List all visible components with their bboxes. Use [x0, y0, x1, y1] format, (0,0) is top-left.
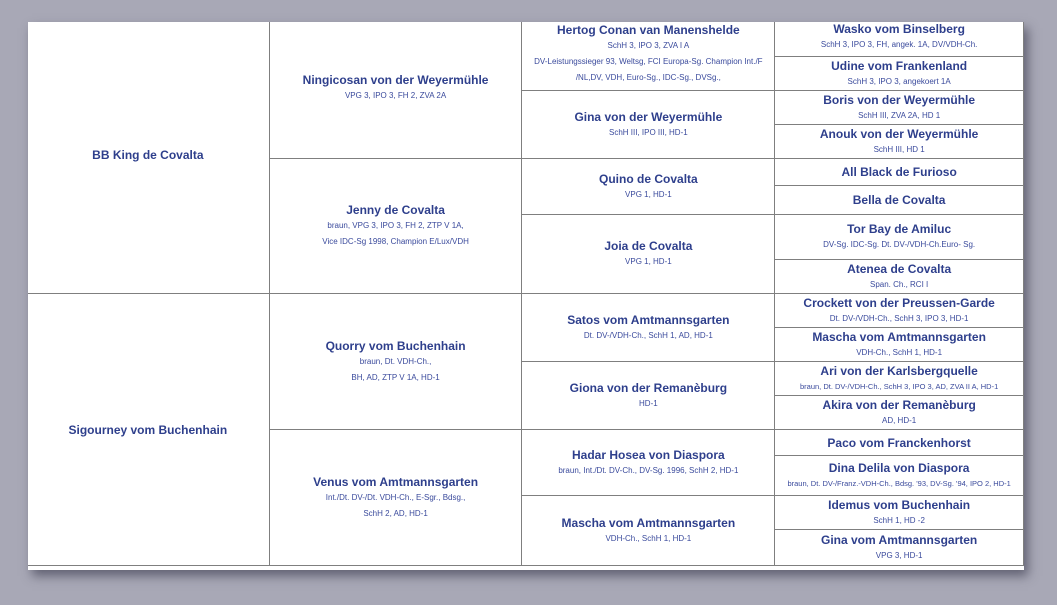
- dog-titles: VPG 3, HD-1: [875, 550, 923, 560]
- dog-name: Giona von der Remanèburg: [569, 380, 728, 395]
- dog-name: Wasko vom Binselberg: [833, 22, 965, 36]
- dog-titles: Dt. DV-/VDH-Ch., SchH 1, AD, HD-1: [583, 330, 713, 340]
- sire[interactable]: [28, 22, 269, 294]
- dog-titles: SchH III, ZVA 2A, HD 1: [858, 110, 941, 120]
- dog-titles: SchH 3, IPO 3, ZVA I A: [607, 40, 690, 50]
- dog-titles: HD-1: [639, 398, 658, 408]
- dog-name: Boris von der Weyermühle: [823, 92, 976, 107]
- dog-titles: BH, AD, ZTP V 1A, HD-1: [351, 372, 440, 382]
- dam-sire[interactable]: [269, 294, 522, 430]
- dog-titles: VDH-Ch., SchH 1, HD-1: [856, 347, 943, 357]
- dam-sire-dam[interactable]: [522, 362, 775, 430]
- dog-titles: braun, Int./Dt. DV-Ch., DV-Sg. 1996, SchH 2, HD-1: [558, 465, 739, 475]
- dog-titles: Vice IDC-Sg 1998, Champion E/Lux/VDH: [322, 237, 469, 246]
- dog-name: Quino de Covalta: [599, 171, 698, 186]
- dog-name: Ari von der Karlsbergquelle: [820, 363, 978, 378]
- dog-titles: SchH III, HD 1: [873, 144, 925, 154]
- dog-name: Tor Bay de Amiluc: [847, 222, 952, 236]
- dog-name: Hadar Hosea von Diaspora: [572, 447, 725, 462]
- dog-name: Gina von der Weyermühle: [574, 109, 723, 124]
- dog-name: Idemus vom Buchenhain: [828, 497, 971, 512]
- sire-dam-sire[interactable]: [522, 159, 775, 215]
- dog-name: Bella de Covalta: [852, 193, 946, 207]
- dog-titles: VPG 3, IPO 3, FH 2, ZVA 2A: [344, 90, 447, 100]
- dog-titles: VPG 1, HD-1: [625, 257, 672, 266]
- dog-titles: Int./Dt. DV-/Dt. VDH-Ch., E-Sgr., Bdsg.,: [325, 492, 466, 502]
- dam[interactable]: [28, 294, 269, 566]
- gen4-ancestor[interactable]: [775, 530, 1024, 566]
- gen4-ancestor[interactable]: [775, 215, 1024, 260]
- dog-name: Satos vom Amtmannsgarten: [567, 312, 730, 327]
- gen4-ancestor[interactable]: [775, 159, 1024, 186]
- dam-sire-sire[interactable]: [522, 294, 775, 362]
- dog-titles: braun, Dt. VDH-Ch.,: [359, 356, 432, 366]
- dog-name: Quorry vom Buchenhain: [325, 338, 466, 353]
- dog-titles: Span. Ch., RCI I: [870, 279, 929, 289]
- dog-name: Atenea de Covalta: [847, 261, 952, 276]
- sire-name: BB King de Covalta: [92, 148, 204, 162]
- dam-dam[interactable]: [269, 430, 522, 566]
- gen4-ancestor[interactable]: [775, 294, 1024, 328]
- dam-dam-sire[interactable]: [522, 430, 775, 496]
- sire-dam-dam[interactable]: [522, 215, 775, 294]
- dog-name: All Black de Furioso: [841, 165, 957, 179]
- dog-titles: braun, Dt. DV-/VDH-Ch., SchH 3, IPO 3, AD, ZVA II A, HD-1: [799, 381, 999, 391]
- dog-titles: SchH 3, IPO 3, angekoert 1A: [847, 76, 951, 86]
- sire-sire-sire[interactable]: [522, 22, 775, 91]
- dog-name: Crockett von der Preussen-Garde: [803, 295, 995, 310]
- dog-name: Jenny de Covalta: [346, 203, 445, 217]
- dog-titles: Dt. DV-/VDH-Ch., SchH 3, IPO 3, HD-1: [829, 313, 969, 323]
- gen4-ancestor[interactable]: [775, 456, 1024, 496]
- dog-name: Venus vom Amtmannsgarten: [313, 474, 479, 489]
- sire-sire[interactable]: [269, 22, 522, 159]
- dog-name: Mascha vom Amtmannsgarten: [812, 329, 986, 344]
- dog-titles: AD, HD-1: [882, 415, 917, 425]
- gen4-ancestor[interactable]: [775, 430, 1024, 456]
- dog-name: Dina Delila von Diaspora: [828, 460, 970, 475]
- dog-titles: VPG 1, HD-1: [625, 189, 672, 199]
- dog-titles: /NL,DV, VDH, Euro-Sg., IDC-Sg., DVSg.,: [575, 72, 721, 82]
- dog-titles: DV-Leistungssieger 93, Weltsg, FCI Europa-Sg. Champion Int./F: [534, 56, 763, 66]
- dog-titles: SchH 1, HD -2: [873, 515, 925, 525]
- dam-name: Sigourney vom Buchenhain: [68, 422, 228, 437]
- gen4-ancestor[interactable]: [775, 125, 1024, 159]
- dog-titles: braun, Dt. DV-/Franz.-VDH-Ch., Bdsg. '93, DV-Sg. '94, IPO 2, HD-1: [787, 478, 1011, 488]
- dog-titles: braun, VPG 3, IPO 3, FH 2, ZTP V 1A,: [327, 221, 464, 230]
- gen4-ancestor[interactable]: [775, 260, 1024, 294]
- dam-dam-dam[interactable]: [522, 496, 775, 566]
- dog-name: Anouk von der Weyermühle: [819, 126, 979, 141]
- dog-name: Udine vom Frankenland: [831, 58, 968, 73]
- dog-name: Gina vom Amtmannsgarten: [820, 532, 978, 547]
- dog-titles: DV-Sg. IDC-Sg. Dt. DV-/VDH-Ch.Euro- Sg.: [823, 240, 976, 249]
- gen4-ancestor[interactable]: [775, 186, 1024, 215]
- dog-titles: VDH-Ch., SchH 1, HD-1: [605, 533, 692, 543]
- dog-name: Hertog Conan van Manenshelde: [557, 22, 740, 37]
- sire-dam[interactable]: [269, 159, 522, 294]
- dog-titles: SchH 3, IPO 3, FH, angek. 1A, DV/VDH-Ch.: [820, 39, 978, 49]
- gen4-ancestor[interactable]: [775, 91, 1024, 125]
- gen4-ancestor[interactable]: [775, 57, 1024, 91]
- gen4-ancestor[interactable]: [775, 362, 1024, 396]
- dog-name: Ningicosan von der Weyermühle: [302, 72, 489, 87]
- gen4-ancestor[interactable]: [775, 328, 1024, 362]
- dog-name: Joia de Covalta: [604, 239, 693, 253]
- pedigree-table: [28, 22, 1024, 566]
- dog-name: Mascha vom Amtmannsgarten: [561, 515, 736, 530]
- dog-name: Paco vom Franckenhorst: [827, 435, 971, 450]
- dog-titles: SchH 2, AD, HD-1: [363, 508, 428, 518]
- sire-sire-dam[interactable]: [522, 91, 775, 159]
- pedigree-sheet: [28, 22, 1024, 570]
- gen4-ancestor[interactable]: [775, 496, 1024, 530]
- gen4-ancestor[interactable]: [775, 22, 1024, 57]
- dog-name: Akira von der Remanèburg: [822, 397, 976, 412]
- dog-titles: SchH III, IPO III, HD-1: [609, 127, 688, 137]
- gen4-ancestor[interactable]: [775, 396, 1024, 430]
